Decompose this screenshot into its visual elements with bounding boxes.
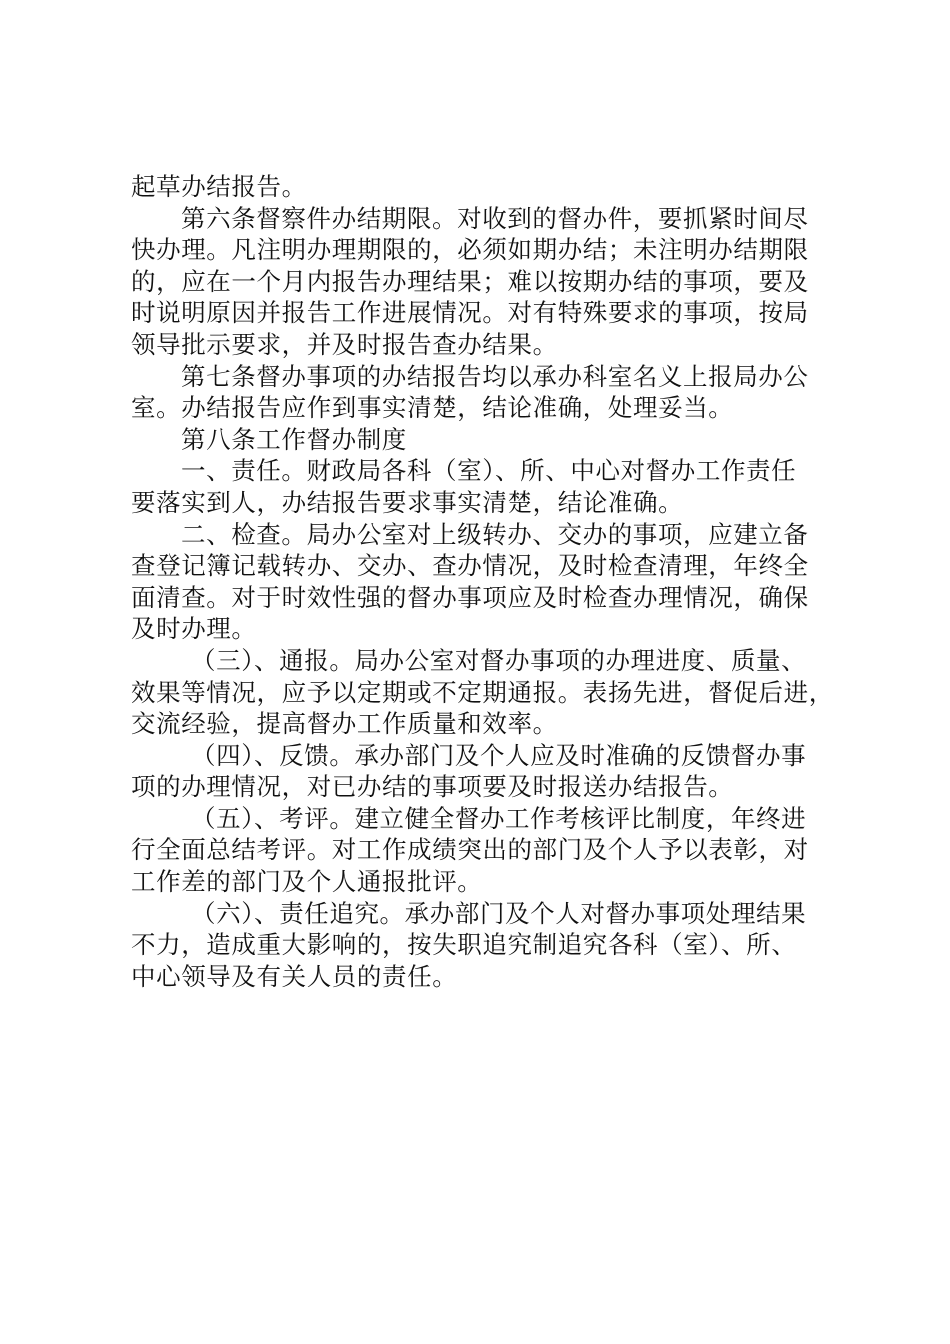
text-line-21: （五）、考评。建立健全督办工作考核评比制度，年终进 bbox=[191, 803, 807, 833]
text-line-4: 的，应在一个月内报告办理结果；难以按期办结的事项，要及 bbox=[131, 266, 809, 296]
text-line-18: 交流经验，提高督办工作质量和效率。 bbox=[131, 709, 558, 739]
text-line-25: 不力，造成重大影响的，按失职追究制追究各科（室）、所、 bbox=[131, 930, 797, 960]
text-line-12: 二、检查。局办公室对上级转办、交办的事项，应建立备 bbox=[181, 519, 809, 549]
text-line-23: 工作差的部门及个人通报批评。 bbox=[131, 867, 483, 897]
text-line-9: 第八条工作督办制度 bbox=[181, 424, 407, 454]
text-line-14: 面清查。对于时效性强的督办事项应及时检查办理情况，确保 bbox=[131, 582, 809, 612]
text-line-13: 查登记簿记载转办、交办、查办情况，及时检查清理，年终全 bbox=[131, 551, 809, 581]
text-line-16: （三）、通报。局办公室对督办事项的办理进度、质量、 bbox=[191, 645, 807, 675]
text-line-19: （四）、反馈。承办部门及个人应及时准确的反馈督办事 bbox=[191, 740, 807, 770]
text-line-20: 项的办理情况，对已办结的事项要及时报送办结报告。 bbox=[131, 772, 734, 802]
text-line-24: （六）、责任追究。承办部门及个人对督办事项处理结果 bbox=[191, 898, 807, 928]
text-line-10: 一、责任。财政局各科（室）、所、中心对督办工作责任 bbox=[181, 456, 797, 486]
document-body bbox=[131, 171, 843, 992]
text-line-2: 第六条督察件办结期限。对收到的督办件，要抓紧时间尽 bbox=[181, 203, 809, 233]
text-line-6: 领导批示要求，并及时报告查办结果。 bbox=[131, 329, 558, 359]
text-line-26: 中心领导及有关人员的责任。 bbox=[131, 961, 458, 991]
text-line-3: 快办理。凡注明办理期限的，必须如期办结；未注明办结期限 bbox=[131, 235, 809, 265]
text-line-8: 室。办结报告应作到事实清楚，结论准确，处理妥当。 bbox=[131, 393, 734, 423]
text-line-22: 行全面总结考评。对工作成绩突出的部门及个人予以表彰，对 bbox=[131, 835, 809, 865]
text-line-1: 起草办结报告。 bbox=[131, 172, 307, 201]
text-line-11: 要落实到人，办结报告要求事实清楚，结论准确。 bbox=[131, 487, 684, 517]
text-line-5: 时说明原因并报告工作进展情况。对有特殊要求的事项，按局 bbox=[131, 298, 809, 328]
text-line-17: 效果等情况，应予以定期或不定期通报。表扬先进，督促后进， bbox=[131, 677, 834, 707]
text-line-7: 第七条督办事项的办结报告均以承办科室名义上报局办公 bbox=[181, 361, 809, 391]
text-line-15: 及时办理。 bbox=[131, 614, 257, 644]
